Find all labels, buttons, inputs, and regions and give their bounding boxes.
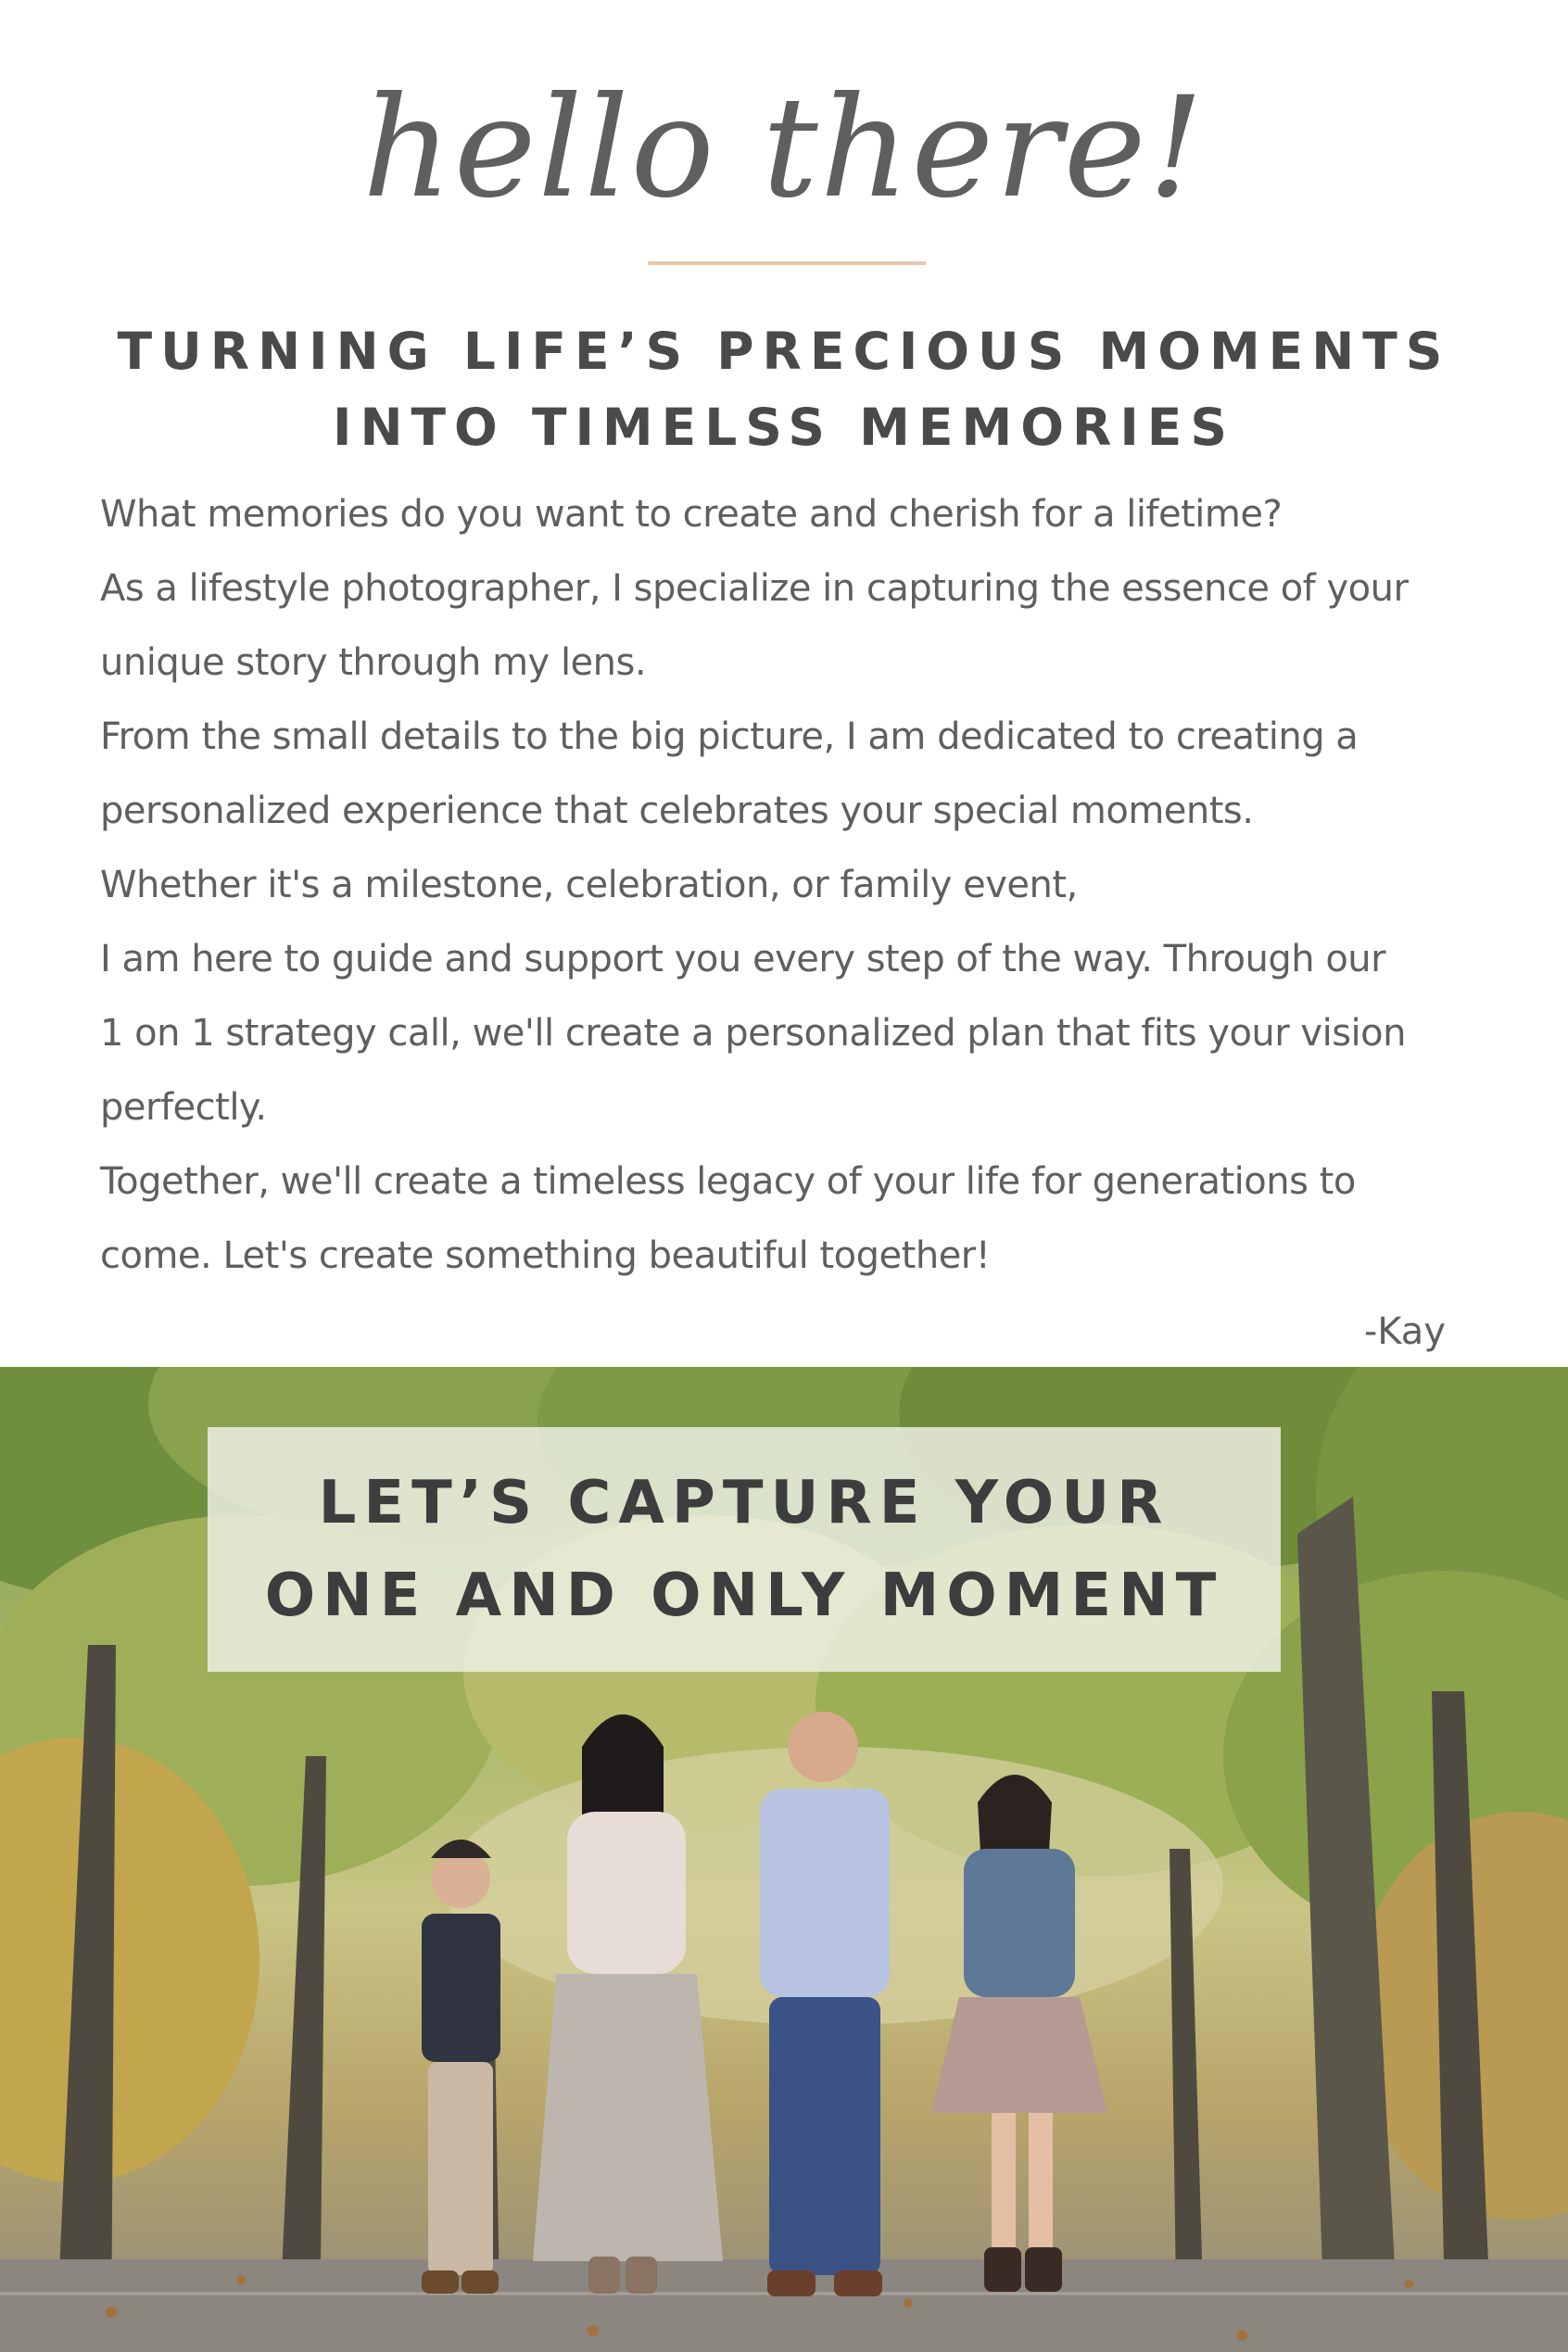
headline-line-2: INTO TIMELSS MEMORIES <box>333 398 1235 457</box>
body-line: Together, we'll create a timeless legacy of your life for generations to <box>100 1160 1356 1203</box>
body-line: As a lifestyle photographer, I specialize in capturing the essence of your <box>100 567 1409 610</box>
body-line: I am here to guide and support you every step of the way. Through our <box>100 938 1386 980</box>
callout-text <box>208 1457 1281 1642</box>
callout-line-1: LET’S CAPTURE YOUR <box>318 1469 1170 1537</box>
headline <box>74 313 1494 465</box>
body-line: come. Let's create something beautiful together! <box>100 1234 991 1277</box>
signature: -Kay <box>1363 1310 1446 1353</box>
script-heading: hello there! <box>362 68 1206 229</box>
body-line: unique story through my lens. <box>100 641 647 684</box>
body-line: personalized experience that celebrates your special moments. <box>100 790 1254 832</box>
body-line: 1 on 1 strategy call, we'll create a personalized plan that fits your vision <box>100 1012 1406 1055</box>
headline-line-1: TURNING LIFE’S PRECIOUS MOMENTS <box>117 322 1451 381</box>
body-line: From the small details to the big picture, I am dedicated to creating a <box>100 715 1359 758</box>
body-line: Whether it's a milestone, celebration, or family event, <box>100 864 1078 906</box>
body-copy <box>100 477 1490 1293</box>
body-line: What memories do you want to create and cherish for a lifetime? <box>100 493 1283 536</box>
body-line: perfectly. <box>100 1086 267 1129</box>
callout-line-2: ONE AND ONLY MOMENT <box>264 1562 1224 1630</box>
accent-divider <box>648 261 926 265</box>
